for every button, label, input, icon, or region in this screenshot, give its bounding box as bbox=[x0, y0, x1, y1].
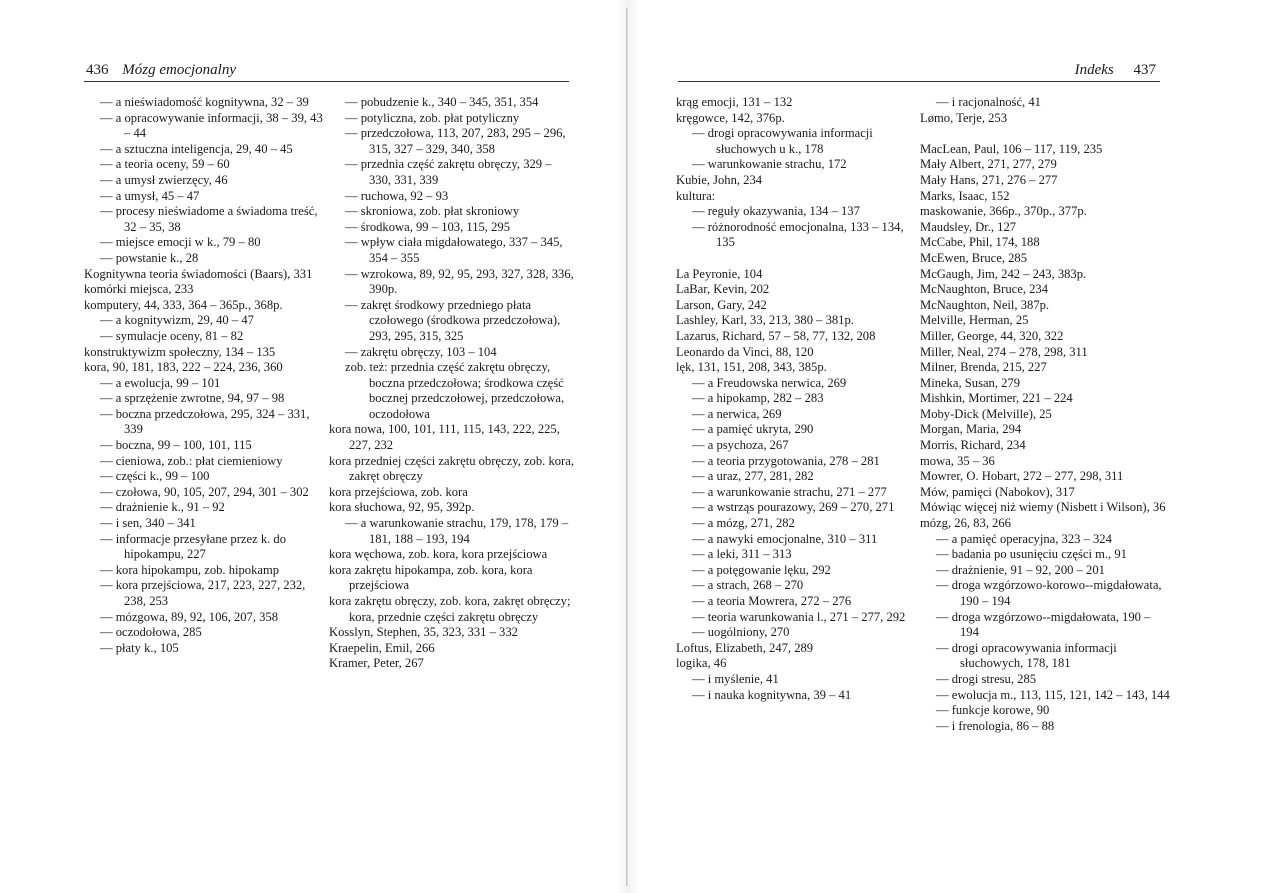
index-entry: Morris, Richard, 234 bbox=[920, 438, 1026, 453]
index-entry: — badania po usunięciu części m., 91 bbox=[936, 547, 1127, 562]
index-entry: — a umysł zwierzęcy, 46 bbox=[100, 172, 228, 187]
index-entry: krąg emocji, 131 – 132 bbox=[676, 95, 793, 109]
index-entry: Lømo, Terje, 253 bbox=[920, 110, 1008, 125]
index-entry: — a warunkowanie strachu, 179, 178, 179 – 181, 188 – 193, 194 bbox=[345, 516, 569, 546]
index-entry: — i sen, 340 – 341 bbox=[100, 516, 196, 531]
index-entry: — kora przejściowa, 217, 223, 227, 232, 238, 253 bbox=[100, 578, 306, 608]
index-entry: kultura: bbox=[676, 188, 716, 203]
index-entry: McNaughton, Bruce, 234 bbox=[920, 282, 1049, 297]
index-entry: lęk, 131, 151, 208, 343, 385p. bbox=[676, 360, 827, 375]
index-entry: — ruchowa, 92 – 93 bbox=[345, 188, 449, 203]
index-entry: — droga wzgórzowo-korowo--migdałowata, 190 – 194 bbox=[936, 578, 1162, 608]
index-entry: — reguły okazywania, 134 – 137 bbox=[692, 204, 860, 219]
running-title-right: Indeks bbox=[1074, 62, 1114, 78]
index-entry: — a ewolucja, 99 – 101 bbox=[100, 375, 221, 390]
index-entry: Loftus, Elizabeth, 247, 289 bbox=[676, 640, 814, 655]
index-entry: — a leki, 311 – 313 bbox=[692, 547, 792, 562]
index-entry: McNaughton, Neil, 387p. bbox=[920, 297, 1050, 312]
index-entry: — zakrętu obręczy, 103 – 104 bbox=[345, 344, 497, 359]
index-entry: — drogi stresu, 285 bbox=[936, 671, 1037, 686]
index-entry: Morgan, Maria, 294 bbox=[920, 422, 1022, 437]
index-entry: — mózgowa, 89, 92, 106, 207, 358 bbox=[100, 609, 279, 624]
index-entry: — a nerwica, 269 bbox=[692, 406, 782, 421]
index-entry: Mów, pamięci (Nabokov), 317 bbox=[920, 484, 1075, 499]
index-entry: komputery, 44, 333, 364 – 365p., 368p. bbox=[84, 297, 283, 312]
index-entry: Mineka, Susan, 279 bbox=[920, 375, 1021, 390]
index-entry: — skroniowa, zob. płat skroniowy bbox=[345, 204, 520, 219]
index-entry: — a potęgowanie lęku, 292 bbox=[692, 562, 831, 577]
index-entry: — a pamięć operacyjna, 323 – 324 bbox=[936, 531, 1112, 546]
index-entry: — przednia część zakrętu obręczy, 329 – 330, 331, 339 bbox=[345, 157, 552, 187]
running-head-right bbox=[1075, 60, 1156, 80]
index-entry: mózg, 26, 83, 266 bbox=[920, 516, 1011, 531]
index-entry: Marks, Isaac, 152 bbox=[920, 188, 1010, 203]
index-entry: Miller, George, 44, 320, 322 bbox=[920, 328, 1064, 343]
index-entry: La Peyronie, 104 bbox=[676, 266, 763, 281]
index-entry: — procesy nieświadome a świadoma treść, 32 – 35, 38 bbox=[100, 204, 318, 234]
index-entry: — różnorodność emocjonalna, 133 – 134, 135 bbox=[692, 219, 904, 250]
index-entry: maskowanie, 366p., 370p., 377p. bbox=[920, 204, 1087, 219]
index-entry: kora węchowa, zob. kora, kora przejściowa bbox=[329, 547, 548, 562]
index-entry: — a kognitywizm, 29, 40 – 47 bbox=[100, 313, 254, 328]
index-entry: — boczna przedczołowa, 295, 324 – 331, 339 bbox=[100, 406, 310, 437]
index-entry: — czołowa, 90, 105, 207, 294, 301 – 302 bbox=[100, 484, 309, 499]
index-entry: Moby-Dick (Melville), 25 bbox=[920, 406, 1052, 421]
index-entry: — przedczołowa, 113, 207, 283, 295 – 296, 315, 327 – 329, 340, 358 bbox=[345, 126, 566, 156]
index-entry: — i myślenie, 41 bbox=[692, 671, 779, 686]
index-entry: — i nauka kognitywna, 39 – 41 bbox=[692, 687, 852, 702]
index-column-left-1 bbox=[84, 95, 324, 656]
index-entry: — i frenologia, 86 – 88 bbox=[936, 718, 1055, 733]
index-entry: McEwen, Bruce, 285 bbox=[920, 250, 1028, 265]
index-entry: — boczna, 99 – 100, 101, 115 bbox=[100, 438, 252, 453]
index-entry: Mały Hans, 271, 276 – 277 bbox=[920, 172, 1058, 187]
index-entry: — części k., 99 – 100 bbox=[100, 469, 210, 484]
index-entry: logika, 46 bbox=[676, 656, 727, 671]
running-head-left bbox=[86, 60, 236, 80]
index-entry: — a sztuczna inteligencja, 29, 40 – 45 bbox=[100, 141, 293, 156]
index-entry: — a teoria oceny, 59 – 60 bbox=[100, 157, 230, 172]
index-entry: — i racjonalność, 41 bbox=[936, 95, 1041, 109]
index-entry: — cieniowa, zob.: płat ciemieniowy bbox=[100, 453, 283, 468]
index-entry: — informacje przesyłane przez k. do hipokampu, 227 bbox=[100, 531, 287, 562]
index-entry: — drażnienie k., 91 – 92 bbox=[100, 500, 225, 515]
index-entry: kora zakrętu hipokampa, zob. kora, kora przejściowa bbox=[329, 562, 533, 593]
index-entry: — potyliczna, zob. płat potyliczny bbox=[345, 110, 520, 125]
index-entry: Lashley, Karl, 33, 213, 380 – 381p. bbox=[676, 313, 854, 328]
index-entry: konstruktywizm społeczny, 134 – 135 bbox=[84, 344, 276, 359]
running-title-left: Mózg emocjonalny bbox=[122, 62, 236, 78]
index-entry: McGaugh, Jim, 242 – 243, 383p. bbox=[920, 266, 1087, 281]
index-entry: Larson, Gary, 242 bbox=[676, 297, 767, 312]
index-entry: — a psychoza, 267 bbox=[692, 438, 789, 453]
index-entry: — oczodołowa, 285 bbox=[100, 625, 202, 640]
index-entry: — pobudzenie k., 340 – 345, 351, 354 bbox=[345, 95, 539, 109]
index-entry: mowa, 35 – 36 bbox=[920, 453, 995, 468]
index-column-right-1 bbox=[676, 95, 916, 703]
right-page bbox=[634, 0, 1266, 893]
left-page bbox=[0, 0, 628, 893]
index-entry: Milner, Brenda, 215, 227 bbox=[920, 360, 1047, 375]
index-entry: kora słuchowa, 92, 95, 392p. bbox=[329, 500, 475, 515]
index-entry: — a strach, 268 – 270 bbox=[692, 578, 804, 593]
index-entry: — a nieświadomość kognitywna, 32 – 39 bbox=[100, 95, 309, 109]
index-entry: Kosslyn, Stephen, 35, 323, 331 – 332 bbox=[329, 625, 518, 640]
index-entry: Melville, Herman, 25 bbox=[920, 313, 1029, 328]
index-entry: — a hipokamp, 282 – 283 bbox=[692, 391, 824, 406]
index-entry: — a pamięć ukryta, 290 bbox=[692, 422, 814, 437]
index-entry: kręgowce, 142, 376p. bbox=[676, 110, 785, 125]
index-entry: — a warunkowanie strachu, 271 – 277 bbox=[692, 484, 887, 499]
index-entry: Leonardo da Vinci, 88, 120 bbox=[676, 344, 814, 359]
index-entry: — a uraz, 277, 281, 282 bbox=[692, 469, 814, 484]
index-entry: — środkowa, 99 – 103, 115, 295 bbox=[345, 219, 510, 234]
index-entry: Miller, Neal, 274 – 278, 298, 311 bbox=[920, 344, 1088, 359]
index-entry: — płaty k., 105 bbox=[100, 640, 179, 655]
index-entry: Mały Albert, 271, 277, 279 bbox=[920, 157, 1057, 172]
index-entry: kora przejściowa, zob. kora bbox=[329, 484, 468, 499]
index-entry: kora zakrętu obręczy, zob. kora, zakręt obręczy; kora, przednie części zakrętu obręczy bbox=[329, 594, 571, 624]
index-entry: — ewolucja m., 113, 115, 121, 142 – 143, 144 bbox=[936, 687, 1170, 702]
index-entry: Lazarus, Richard, 57 – 58, 77, 132, 208 bbox=[676, 328, 876, 343]
index-entry: — miejsce emocji w k., 79 – 80 bbox=[100, 235, 261, 250]
page-number-left: 436 bbox=[86, 62, 109, 78]
index-entry: — drażnienie, 91 – 92, 200 – 201 bbox=[936, 562, 1105, 577]
index-entry: Mowrer, O. Hobart, 272 – 277, 298, 311 bbox=[920, 469, 1124, 484]
index-entry: — teoria warunkowania l., 271 – 277, 292 bbox=[692, 609, 906, 624]
index-entry: — a opracowywanie informacji, 38 – 39, 43 – 44 bbox=[100, 110, 323, 141]
index-entry: — powstanie k., 28 bbox=[100, 250, 199, 265]
index-entry: Mówiąc więcej niż wiemy (Nisbett i Wilson), 36 bbox=[920, 500, 1166, 515]
index-entry: — drogi opracowywania informacji słuchowych u k., 178 bbox=[692, 126, 873, 156]
index-entry: MacLean, Paul, 106 – 117, 119, 235 bbox=[920, 141, 1103, 156]
index-entry: — kora hipokampu, zob. hipokamp bbox=[100, 562, 280, 577]
index-entry: — a sprzężenie zwrotne, 94, 97 – 98 bbox=[100, 391, 285, 406]
index-entry: — funkcje korowe, 90 bbox=[936, 703, 1050, 718]
index-entry: — a teoria przygotowania, 278 – 281 bbox=[692, 453, 880, 468]
index-entry: — wzrokowa, 89, 92, 95, 293, 327, 328, 336, 390p. bbox=[345, 266, 574, 297]
index-entry: kora nowa, 100, 101, 111, 115, 143, 222, 225, 227, 232 bbox=[329, 422, 560, 453]
header-rule-left bbox=[84, 81, 569, 82]
index-entry: kora przedniej części zakrętu obręczy, zob. kora, zakręt obręczy bbox=[329, 453, 574, 484]
index-entry: — uogólniony, 270 bbox=[692, 625, 790, 640]
page-number-right: 437 bbox=[1133, 62, 1156, 78]
index-entry: — a umysł, 45 – 47 bbox=[100, 188, 200, 203]
index-column-right-2 bbox=[920, 95, 1170, 734]
index-entry: — warunkowanie strachu, 172 bbox=[692, 157, 847, 172]
index-entry: — a nawyki emocjonalne, 310 – 311 bbox=[692, 531, 878, 546]
index-entry: — symulacje oceny, 81 – 82 bbox=[100, 328, 244, 343]
index-entry: Mishkin, Mortimer, 221 – 224 bbox=[920, 391, 1073, 406]
index-entry: — a wstrząs pourazowy, 269 – 270, 271 bbox=[692, 500, 895, 515]
index-entry: Kognitywna teoria świadomości (Baars), 331 bbox=[84, 266, 313, 281]
index-entry: Kubie, John, 234 bbox=[676, 172, 763, 187]
index-entry: — a mózg, 271, 282 bbox=[692, 516, 795, 531]
index-entry: LaBar, Kevin, 202 bbox=[676, 282, 770, 297]
index-entry: — droga wzgórzowo--migdałowata, 190 – 194 bbox=[936, 609, 1151, 640]
index-entry: — drogi opracowywania informacji słuchowych, 178, 181 bbox=[936, 640, 1117, 671]
index-entry: Maudsley, Dr., 127 bbox=[920, 219, 1017, 234]
index-entry: Kraepelin, Emil, 266 bbox=[329, 640, 435, 655]
index-entry: zob. też: przednia część zakrętu obręczy, boczna przedczołowa; środkowa część bocznej przedczołowej, przedczołowa, oczodołowa bbox=[345, 360, 565, 421]
index-entry: komórki miejsca, 233 bbox=[84, 282, 194, 297]
index-entry: — a Freudowska nerwica, 269 bbox=[692, 375, 847, 390]
index-entry: kora, 90, 181, 183, 222 – 224, 236, 360 bbox=[84, 360, 283, 375]
header-rule-right bbox=[678, 81, 1160, 82]
index-column-left-2 bbox=[329, 95, 575, 672]
index-entry: — zakręt środkowy przedniego płata czołowego (środkowa przedczołowa), 293, 295, 315, 325 bbox=[345, 297, 561, 343]
index-entry: Kramer, Peter, 267 bbox=[329, 656, 424, 671]
index-entry: McCabe, Phil, 174, 188 bbox=[920, 235, 1040, 250]
index-entry: — a teoria Mowrera, 272 – 276 bbox=[692, 594, 852, 608]
index-entry: — wpływ ciała migdałowatego, 337 – 345, 354 – 355 bbox=[345, 235, 563, 265]
